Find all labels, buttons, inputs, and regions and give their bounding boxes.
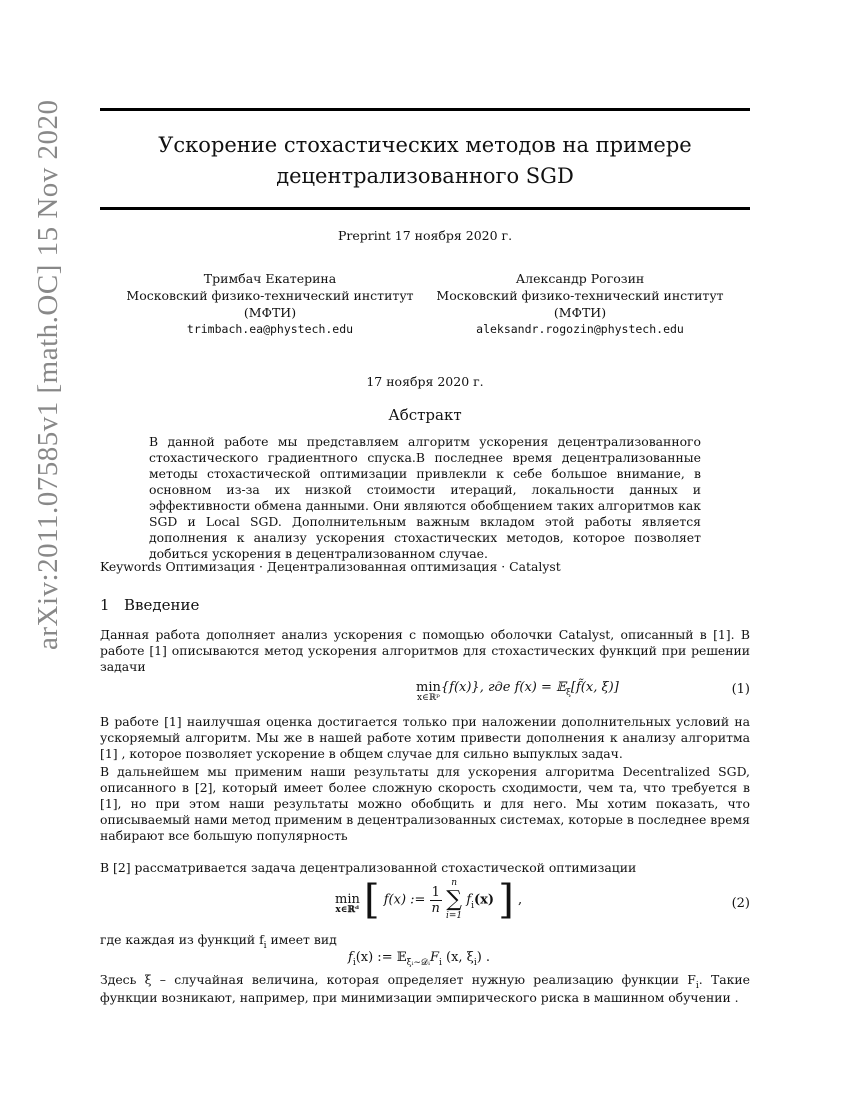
paragraph-2: В работе [1] наилучшая оценка достигается только при наложении дополнительных условий на ускоряемый алгоритм. Мы же в нашей работе хотим привести дополнения к анализу алгоритма [1] , которое позволяет ускорение в общем случае для сильно выпуклых задач.: [100, 714, 750, 761]
eq2-term: f: [466, 892, 472, 908]
abstract-heading: Абстракт: [388, 406, 462, 424]
paragraph-6-subscript: i: [695, 981, 699, 991]
eq2-lhs: f(x) :=: [383, 892, 426, 908]
eq2-min: min: [335, 892, 360, 907]
paragraph-5-text: где каждая из функций f: [100, 932, 264, 947]
paragraph-4: В [2] рассматривается задача децентрализованной стохастической оптимизации: [100, 860, 637, 875]
equation-1: [100, 680, 750, 708]
paragraph-6-tail: . Такие функции возникают, например, при минимизации эмпирического риска в машинном обучении .: [100, 972, 750, 1005]
author-name: Тримбач Екатерина: [203, 271, 337, 286]
section-title: Введение: [124, 596, 200, 614]
eq2-right-bracket: ]: [498, 877, 514, 923]
section-number: 1: [100, 596, 110, 614]
eq2-sum-lower: i=1: [446, 911, 463, 921]
paragraph-6: [100, 972, 750, 1006]
author-affiliation: Московский физико-технический институт: [126, 288, 414, 303]
paper-date: 17 ноября 2020 г.: [366, 374, 484, 389]
author-email[interactable]: aleksandr.rogozin@phystech.edu: [476, 322, 684, 336]
preprint-line: Preprint 17 ноября 2020 г.: [337, 228, 513, 243]
eq1-expectation-subscript: ξ: [565, 688, 571, 698]
eq2-term-subscript: i: [471, 900, 475, 911]
eq1-min-subscript: x∈ℝᵖ: [417, 693, 440, 703]
equation-2: min x∈ℝᵈ [ f(x) := $\frac{1}{n}$ n ∑ i=1 $f_i(x)$ ] , (2): [335, 877, 750, 923]
eq3-expectation-subscript: ξᵢ∼𝒟ᵢ: [406, 958, 430, 968]
eq2-term-arg: (x): [474, 892, 495, 908]
eq3-lhs: f: [348, 950, 353, 965]
eq2-left-bracket: [: [364, 877, 380, 923]
paragraph-5: [100, 932, 750, 950]
author-email[interactable]: trimbach.ea@phystech.edu: [186, 322, 354, 336]
eq2-min-subscript: x∈ℝᵈ: [335, 905, 360, 915]
eq3-tail: (x, ξ: [441, 950, 474, 965]
eq3-mid: (x) := 𝔼: [355, 950, 407, 965]
eq2-frac-numerator: 1: [431, 884, 440, 900]
keywords-line: Keywords Оптимизация · Децентрализованная оптимизация · Catalyst: [100, 559, 561, 574]
eq3-rhs-subscript: i: [438, 958, 442, 968]
paragraph-6-text: Здесь ξ – случайная величина, которая определяет нужную реализацию функции F: [100, 972, 696, 987]
title-rule-bottom: [100, 207, 750, 210]
eq1-body: {f(x)}, где f(x) = 𝔼: [440, 680, 566, 695]
title-line-2: децентрализованного SGD: [276, 164, 574, 188]
author-affiliation: Московский физико-технический институт: [436, 288, 724, 303]
arxiv-stamp-text: arXiv:2011.07585v1 [math.OC] 15 Nov 2020: [32, 99, 64, 650]
eq1-min: min: [416, 680, 441, 695]
author-2: [430, 270, 730, 338]
equation-number-1: (1): [731, 682, 750, 697]
eq3-rhs: F: [429, 950, 439, 965]
author-name: Александр Рогозин: [515, 271, 645, 286]
title-rule-top: [100, 108, 750, 111]
eq2-sum-sign: ∑: [446, 887, 462, 912]
paragraph-3: В дальнейшем мы применим наши результаты для ускорения алгоритма Decentralized SGD, описанного в [2], который имеет более сложную скорость сходимости, чем та, что требуется в [1], но при этом наши результаты можно обобщить и для него. Мы хотим показать, что описываемый нами метод применим в децентрализованных системах, которые в последнее время набирают все большую популярность: [100, 764, 750, 843]
paper-title: [100, 130, 750, 192]
author-affiliation-abbr: (МФТИ): [553, 305, 607, 320]
paragraph-5-subscript: i: [263, 941, 267, 951]
author-1: [120, 270, 420, 338]
eq3-end: ) .: [476, 950, 491, 965]
author-affiliation-abbr: (МФТИ): [243, 305, 297, 320]
section-heading: [100, 596, 199, 614]
eq3-tail-subscript: i: [473, 958, 477, 968]
eq1-tail: [f̃(x, ξ)]: [570, 680, 619, 695]
eq2-sum-upper: n: [451, 878, 457, 888]
paragraph-1: Данная работа дополняет анализ ускорения с помощью оболочки Catalyst, описанный в [1]. В работе [1] описываются метод ускорения алгоритмов для стохастических функций при решении задачи: [100, 627, 750, 674]
title-line-1: Ускорение стохастических методов на примере: [158, 133, 692, 157]
eq3-lhs-subscript: i: [352, 958, 356, 968]
equation-number-2: (2): [731, 896, 750, 911]
abstract-text: В данной работе мы представляем алгоритм ускорения децентрализованного стохастического градиентного спуска.В последнее время децентрализованные методы стохастической оптимизации привлекли к себе большое внимание, в основном из-за их низкой стоимости итераций, локальности данных и эффективности обмена данными. Они являются обобщением таких алгоритмов как SGD и Local SGD. Дополнительным важным вкладом этой работы является дополнения к анализу ускорения стохастических методов, которое позволяет добиться ускорения в децентрализованном случае.: [149, 434, 701, 561]
eq2-frac-denominator: n: [431, 900, 440, 916]
paragraph-5-tail: имеет вид: [266, 932, 337, 947]
